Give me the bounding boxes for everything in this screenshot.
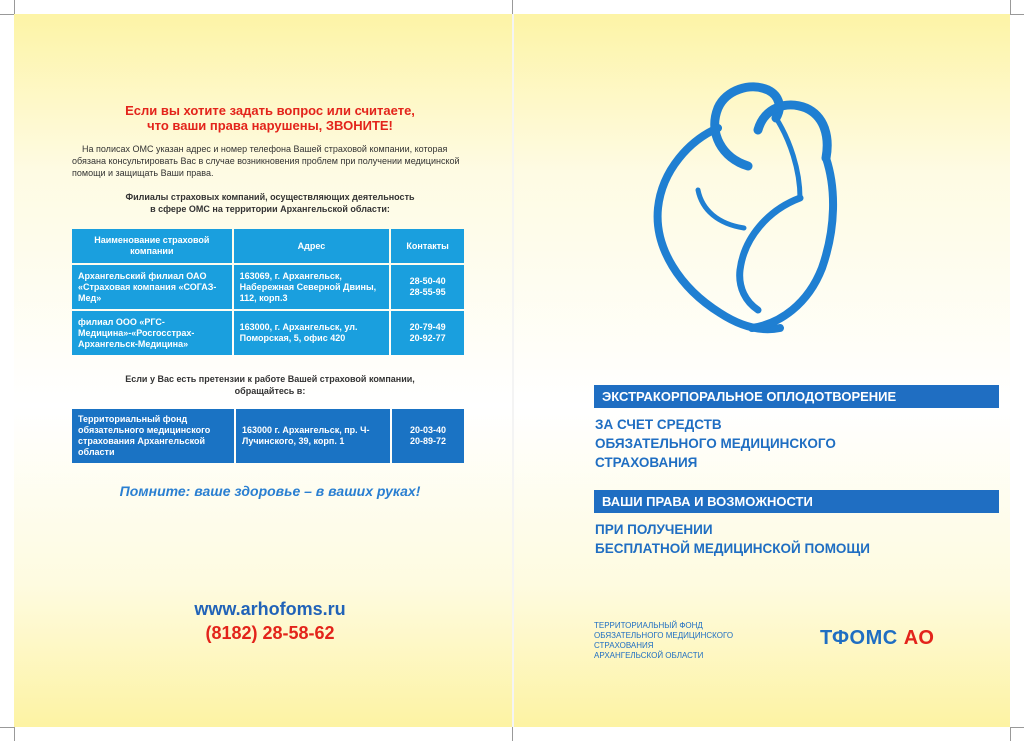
funding-line-1: ЗА СЧЕТ СРЕДСТВ: [595, 417, 722, 432]
crop-mark: [0, 727, 14, 728]
org-line-1: ТЕРРИТОРИАЛЬНЫЙ ФОНД: [594, 621, 703, 630]
headline-line-1: Если вы хотите задать вопрос или считаете,: [125, 103, 415, 118]
subhead-complaints-line-2: обращайтесь в:: [234, 386, 306, 396]
fund-contacts-cell: 20-03-40 20-89-72: [392, 409, 464, 463]
hotline-phone: (8182) 28-58-62: [205, 623, 335, 643]
headline: [60, 103, 480, 133]
title-bar-rights: ВАШИ ПРАВА И ВОЗМОЖНОСТИ: [594, 490, 999, 513]
care-text: [595, 520, 870, 558]
funding-text: [595, 415, 836, 472]
subhead-branches-line-2: в сфере ОМС на территории Архангельской области:: [150, 204, 390, 214]
table-header-row: [72, 229, 464, 263]
header-contacts: Контакты: [391, 229, 464, 263]
intro-paragraph: [72, 143, 472, 179]
fund-address-cell: 163000 г. Архангельск, пр. Ч-Лучинского, 39, корп. 1: [236, 409, 390, 463]
header-address: Адрес: [234, 229, 390, 263]
table-row: [72, 409, 464, 463]
company-cell: Архангельский филиал ОАО «Страховая компания «СОГАЗ-Мед»: [72, 265, 232, 309]
crop-mark: [14, 0, 15, 14]
logo-accent: АО: [903, 627, 935, 649]
branches-table: [70, 227, 466, 357]
website-link[interactable]: www.arhofoms.ru: [194, 599, 346, 619]
crop-mark: [0, 14, 14, 15]
title-bar-ivf: ЭКСТРАКОРПОРАЛЬНОЕ ОПЛОДОТВОРЕНИЕ: [594, 385, 999, 408]
crop-mark: [1010, 727, 1011, 741]
company-cell: филиал ООО «РГС-Медицина»-«Росгосстрах-Архангельск-Медицина»: [72, 311, 232, 355]
couple-silhouette-icon: [640, 78, 840, 338]
subhead-branches-line-1: Филиалы страховых компаний, осуществляющих деятельность: [125, 192, 415, 202]
logo-main: ТФОМС: [820, 627, 898, 649]
table-row: [72, 311, 464, 355]
funding-line-3: СТРАХОВАНИЯ: [595, 455, 698, 470]
subhead-complaints: [60, 373, 480, 397]
org-line-2: ОБЯЗАТЕЛЬНОГО МЕДИЦИНСКОГО СТРАХОВАНИЯ: [594, 631, 734, 650]
funding-line-2: ОБЯЗАТЕЛЬНОГО МЕДИЦИНСКОГО: [595, 436, 836, 451]
crop-mark: [1010, 727, 1024, 728]
header-company: Наименование страховой компании: [72, 229, 232, 263]
headline-line-2: что ваши права нарушены, ЗВОНИТЕ!: [147, 118, 393, 133]
address-cell: 163000, г. Архангельск, ул. Поморская, 5, офис 420: [234, 311, 390, 355]
slogan: Помните: ваше здоровье – в ваших руках!: [119, 483, 421, 499]
table-row: [72, 265, 464, 309]
tfoms-logo: [820, 627, 935, 650]
crop-mark: [1010, 14, 1024, 15]
crop-mark: [1010, 0, 1011, 14]
contacts-cell: 28-50-40 28-55-95: [391, 265, 464, 309]
address-cell: 163069, г. Архангельск, Набережная Северной Двины, 112, корп.3: [234, 265, 390, 309]
care-line-2: БЕСПЛАТНОЙ МЕДИЦИНСКОЙ ПОМОЩИ: [595, 541, 870, 556]
intro-text: На полисах ОМС указан адрес и номер телефона Вашей страховой компании, которая обязана консультировать Вас в случае возникновения проблем при получении медицинской помощи и защищать Ваши права.: [72, 144, 460, 178]
crop-mark: [512, 0, 513, 14]
crop-mark: [14, 727, 15, 741]
care-line-1: ПРИ ПОЛУЧЕНИИ: [595, 522, 713, 537]
organization-name: [594, 621, 794, 661]
contacts-cell: 20-79-49 20-92-77: [391, 311, 464, 355]
crop-mark: [512, 727, 513, 741]
org-line-3: АРХАНГЕЛЬСКОЙ ОБЛАСТИ: [594, 651, 704, 660]
subhead-complaints-line-1: Если у Вас есть претензии к работе Вашей страховой компании,: [125, 374, 415, 384]
fold-line: [512, 14, 514, 727]
subhead-branches: [60, 191, 480, 215]
fund-name-cell: Территориальный фонд обязательного медицинского страхования Архангельской области: [72, 409, 234, 463]
fund-table: [70, 407, 466, 465]
